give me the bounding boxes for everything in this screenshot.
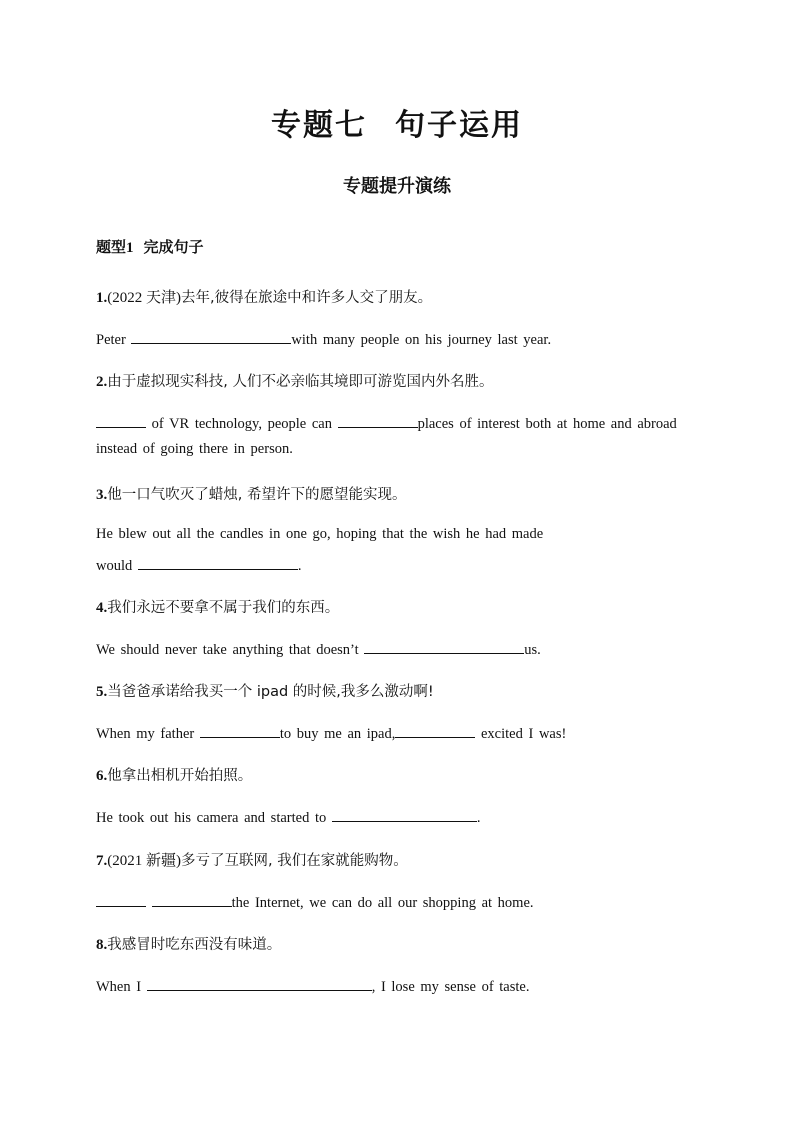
question-6-prompt: 6.他拿出相机开始拍照。: [96, 768, 253, 784]
question-1-sentence: Peter with many people on his journey last year.: [96, 329, 551, 349]
question-3-sentence: He blew out all the candles in one go, hoping that the wish he had made: [96, 526, 544, 542]
page-title: [0, 100, 794, 144]
answer-blank-4[interactable]: [364, 639, 524, 654]
section-number: 1: [126, 240, 134, 256]
question-2-prompt: 2.由于虚拟现实科技, 人们不必亲临其境即可游览国内外名胜。: [96, 374, 494, 390]
question-4-prompt: 4.我们永远不要拿不属于我们的东西。: [96, 600, 340, 616]
answer-blank-7a[interactable]: [96, 892, 146, 907]
question-7-sentence: the Internet, we can do all our shopping at home.: [96, 892, 534, 912]
question-8-sentence: When I , I lose my sense of taste.: [96, 976, 529, 996]
answer-blank-6[interactable]: [332, 807, 477, 822]
question-7-source: (2021 新疆): [107, 853, 181, 869]
section-label: 题型: [96, 238, 127, 256]
answer-blank-1[interactable]: [131, 329, 291, 344]
answer-blank-5a[interactable]: [200, 723, 280, 738]
page-subtitle: 专题提升演练: [343, 176, 451, 197]
question-3-prompt: 3.他一口气吹灭了蜡烛, 希望许下的愿望能实现。: [96, 487, 407, 503]
title-subject: 句子运用: [395, 108, 523, 143]
answer-blank-8[interactable]: [147, 976, 372, 991]
question-2-sentence: of VR technology, people can places of interest both at home and abroad: [96, 413, 677, 433]
question-3-sentence-cont: would .: [96, 555, 302, 575]
title-topic: 专题七: [271, 108, 367, 143]
question-4-sentence: We should never take anything that doesn’t us.: [96, 639, 541, 659]
answer-blank-7b[interactable]: [152, 892, 232, 907]
answer-blank-2a[interactable]: [96, 413, 146, 428]
question-1-prompt: 1.(2022 天津)去年,彼得在旅途中和许多人交了朋友。: [96, 290, 433, 306]
question-5-sentence: When my father to buy me an ipad, excited I was!: [96, 723, 566, 743]
question-7-prompt: 7.(2021 新疆)多亏了互联网, 我们在家就能购物。: [96, 853, 408, 869]
question-8-prompt: 8.我感冒时吃东西没有味道。: [96, 937, 282, 953]
question-5-prompt: 5.当爸爸承诺给我买一个 ipad 的时候,我多么激动啊!: [96, 684, 434, 700]
answer-blank-2b[interactable]: [338, 413, 418, 428]
question-6-sentence: He took out his camera and started to .: [96, 807, 480, 827]
question-2-sentence-cont: instead of going there in person.: [96, 441, 293, 457]
answer-blank-5b[interactable]: [395, 723, 475, 738]
question-1-source: (2022 天津): [107, 290, 181, 306]
section-heading: [96, 236, 204, 257]
section-name: 完成句子: [143, 238, 204, 256]
answer-blank-3[interactable]: [138, 555, 298, 570]
